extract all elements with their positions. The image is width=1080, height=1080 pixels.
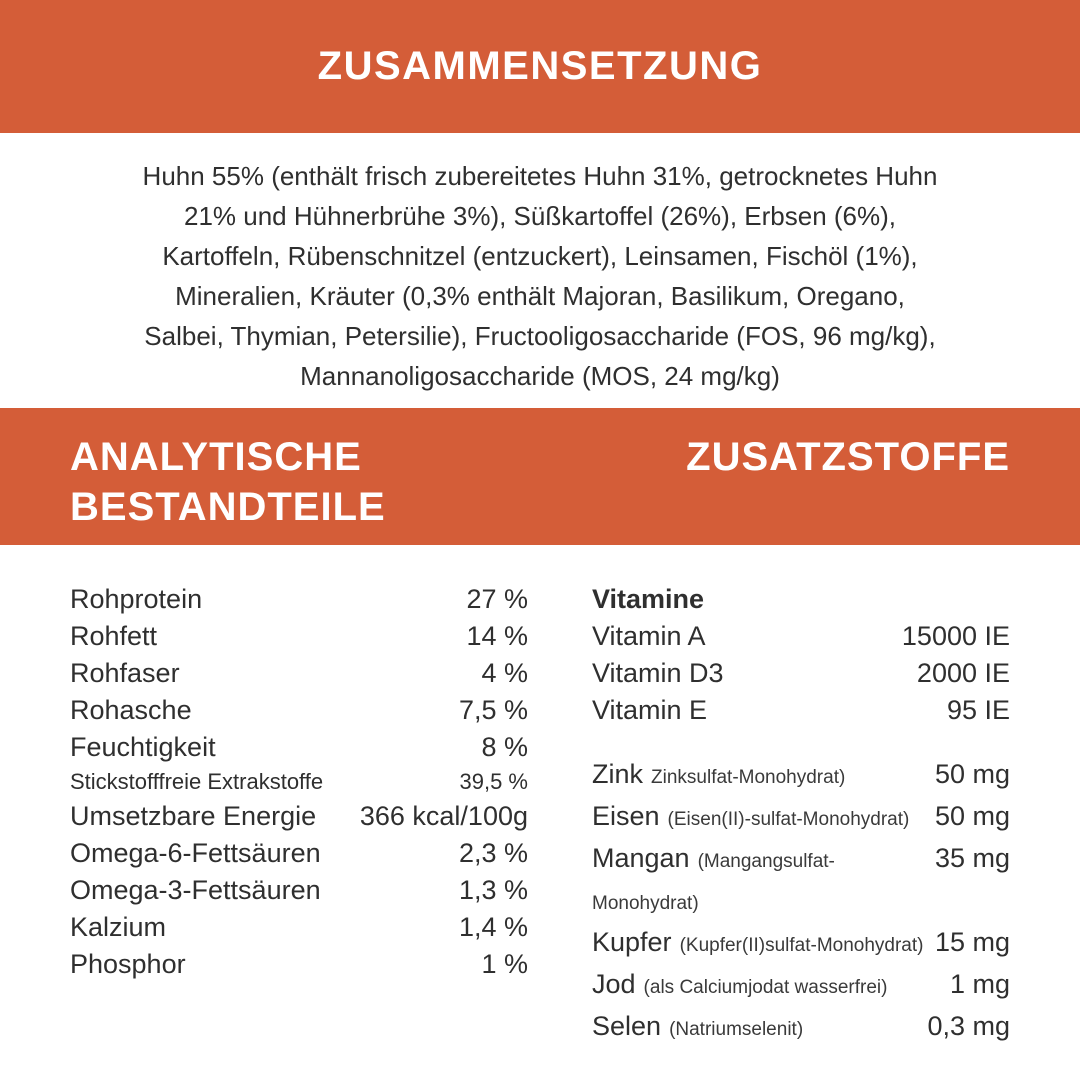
row-label: Feuchtigkeit xyxy=(70,732,216,762)
analytical-table xyxy=(70,581,528,1049)
row-label: Omega-3-Fettsäuren xyxy=(70,875,321,905)
row-label xyxy=(592,923,923,965)
row-value: 14 % xyxy=(466,621,528,651)
row-value: 27 % xyxy=(466,584,528,614)
table-row xyxy=(592,692,1010,729)
row-label: Rohfett xyxy=(70,621,158,651)
table-row xyxy=(592,965,1010,1007)
composition-line: Mineralien, Kräuter (0,3% enthält Majoran, Basilikum, Oregano, xyxy=(175,281,905,311)
table-row xyxy=(70,655,528,692)
row-value: 1 mg xyxy=(949,969,1010,999)
row-label: Rohprotein xyxy=(70,584,203,614)
mineral-note: (Kupfer(II)sulfat-Monohydrat) xyxy=(679,935,924,956)
composition-title: ZUSAMMENSETZUNG xyxy=(317,44,763,88)
nutrition-tables xyxy=(0,545,1080,1049)
row-label xyxy=(592,965,887,1007)
row-value: 50 mg xyxy=(934,759,1010,789)
composition-line: Kartoffeln, Rübenschnitzel (entzuckert), Leinsamen, Fischöl (1%), xyxy=(162,241,918,271)
row-label xyxy=(592,1007,803,1049)
table-row xyxy=(592,923,1010,965)
table-row xyxy=(592,618,1010,655)
row-value: 1 % xyxy=(481,949,528,979)
row-label: Vitamin D3 xyxy=(592,658,724,688)
composition-banner xyxy=(0,0,1080,133)
minerals-list xyxy=(592,755,1010,1049)
row-value: 2,3 % xyxy=(458,838,528,868)
table-row xyxy=(592,797,1010,839)
row-value: 95 IE xyxy=(946,695,1010,725)
row-value: 15000 IE xyxy=(901,621,1010,651)
row-label: Vitamin E xyxy=(592,695,708,725)
table-row xyxy=(70,835,528,872)
mineral-note: Zinksulfat-Monohydrat) xyxy=(651,767,846,788)
additives-section-header: ZUSATZSTOFFE xyxy=(686,435,1010,479)
row-label: Stickstofffreie Extrakstoffe xyxy=(70,769,324,794)
additives-table xyxy=(592,581,1010,1049)
composition-line: Huhn 55% (enthält frisch zubereitetes Huhn 31%, getrocknetes Huhn xyxy=(142,161,938,191)
table-row xyxy=(592,755,1010,797)
row-label: Kalzium xyxy=(70,912,167,942)
row-value: 1,3 % xyxy=(458,875,528,905)
mineral-note: (Natriumselenit) xyxy=(669,1019,804,1040)
row-label: Rohasche xyxy=(70,695,192,725)
mineral-note: (Eisen(II)-sulfat-Monohydrat) xyxy=(667,809,910,830)
mineral-note: (Mangangsulfat-Monohydrat) xyxy=(592,851,835,914)
row-value: 39,5 % xyxy=(459,769,528,794)
mineral-name: Eisen xyxy=(592,801,660,831)
table-row xyxy=(70,692,528,729)
table-row xyxy=(592,655,1010,692)
composition-line: Mannanoligosaccharide (MOS, 24 mg/kg) xyxy=(300,361,780,391)
row-label xyxy=(592,755,845,797)
row-value: 35 mg xyxy=(934,843,1010,873)
table-row xyxy=(70,872,528,909)
mineral-note: (als Calciumjodat wasserfrei) xyxy=(643,977,888,998)
row-label: Rohfaser xyxy=(70,658,180,688)
row-value: 4 % xyxy=(481,658,528,688)
table-row xyxy=(70,946,528,983)
composition-paragraph xyxy=(0,133,1080,408)
table-row xyxy=(70,581,528,618)
table-row xyxy=(70,909,528,946)
row-label: Vitamin A xyxy=(592,621,706,651)
row-label: Omega-6-Fettsäuren xyxy=(70,838,321,868)
section-header-banner xyxy=(0,408,1080,545)
row-value: 7,5 % xyxy=(458,695,528,725)
composition-line: Salbei, Thymian, Petersilie), Fructooligosaccharide (FOS, 96 mg/kg), xyxy=(144,321,936,351)
table-row xyxy=(70,729,528,766)
mineral-name: Jod xyxy=(592,969,636,999)
mineral-name: Selen xyxy=(592,1011,662,1041)
table-row xyxy=(70,798,528,835)
row-label xyxy=(592,797,909,839)
row-label xyxy=(592,839,935,923)
table-row xyxy=(592,1007,1010,1049)
analytical-section-header: ANALYTISCHE BESTANDTEILE xyxy=(70,435,386,529)
row-value: 8 % xyxy=(481,732,528,762)
row-value: 0,3 mg xyxy=(927,1011,1010,1041)
row-value: 2000 IE xyxy=(916,658,1010,688)
table-row xyxy=(70,766,528,798)
mineral-name: Mangan xyxy=(592,843,690,873)
row-value: 15 mg xyxy=(934,927,1010,957)
row-label: Phosphor xyxy=(70,949,186,979)
composition-line: 21% und Hühnerbrühe 3%), Süßkartoffel (26%), Erbsen (6%), xyxy=(184,201,896,231)
vitamins-header: Vitamine xyxy=(592,584,705,614)
row-label: Umsetzbare Energie xyxy=(70,801,317,831)
mineral-name: Kupfer xyxy=(592,927,672,957)
row-value: 366 kcal/100g xyxy=(359,801,528,831)
mineral-name: Zink xyxy=(592,759,644,789)
row-value: 50 mg xyxy=(934,801,1010,831)
row-value: 1,4 % xyxy=(458,912,528,942)
table-row xyxy=(592,839,1010,923)
table-row xyxy=(70,618,528,655)
